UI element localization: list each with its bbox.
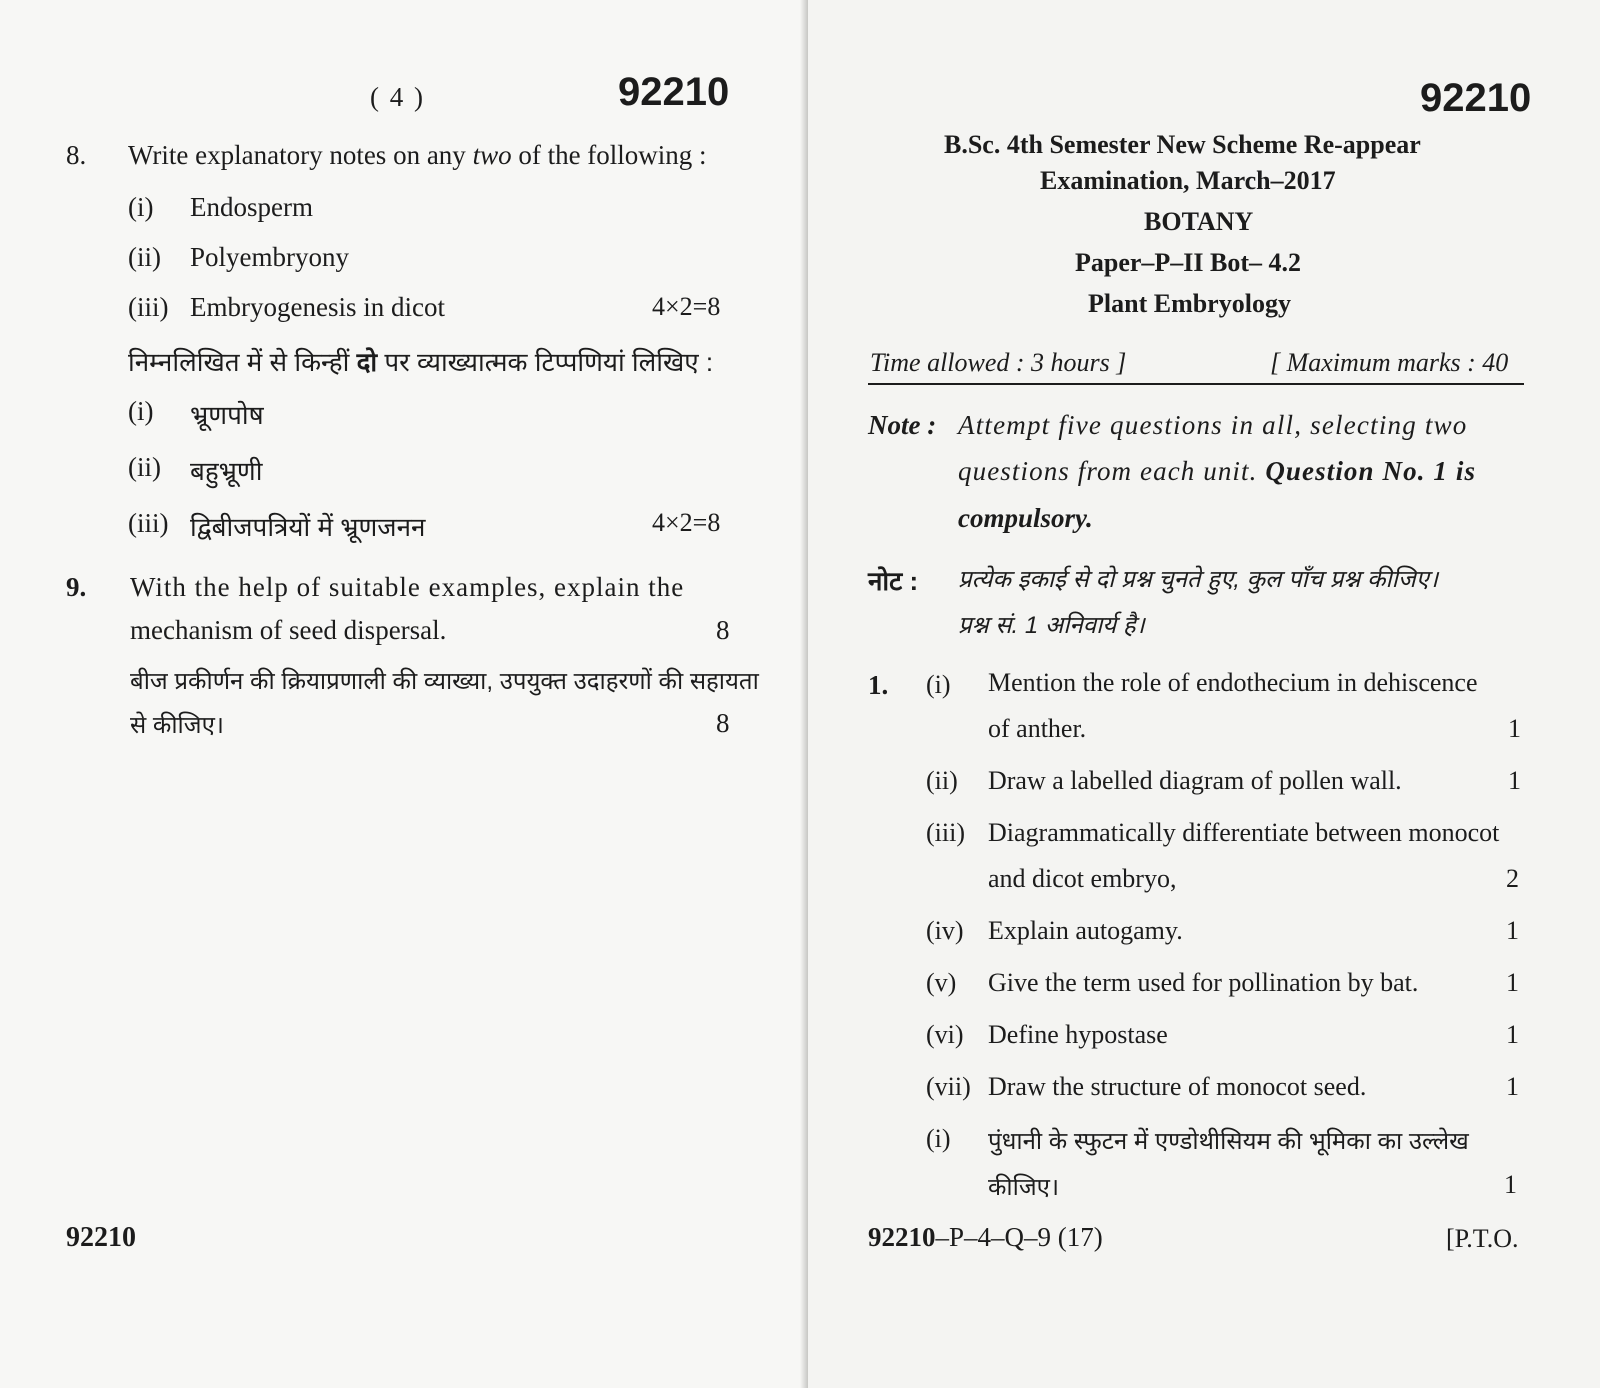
q8-number: 8. <box>66 140 87 170</box>
q1-iv-marks: 1 <box>1506 916 1519 945</box>
q8-item-i-text: Endosperm <box>190 192 313 222</box>
footer-code-left: 92210 <box>66 1222 136 1253</box>
q1-iv-roman: (iv) <box>926 916 964 945</box>
note-hi-label: नोट : <box>868 566 919 596</box>
q8-hi-ii-text: बहुभ्रूणी <box>190 456 263 486</box>
note-hi-line2: प्रश्न सं. 1 अनिवार्य है। <box>958 612 1145 639</box>
q1-i-line1: Mention the role of endothecium in dehiscence <box>988 668 1478 697</box>
q8-item-ii-text: Polyembryony <box>190 242 349 272</box>
q1-v-line1: Give the term used for pollination by bat. <box>988 968 1419 997</box>
header-subject: BOTANY <box>1144 207 1254 236</box>
q1-i-marks: 1 <box>1508 714 1521 743</box>
q8-item-iii-text: Embryogenesis in dicot <box>190 292 445 322</box>
q8-item-ii-roman: (ii) <box>128 242 161 272</box>
q8-marks-en: 4×2=8 <box>652 292 721 321</box>
note-line3: compulsory. <box>958 503 1093 533</box>
header-rule <box>868 383 1524 385</box>
header-title: Plant Embryology <box>1088 289 1291 318</box>
q1-vii-roman: (vii) <box>926 1072 971 1101</box>
q1-v-roman: (v) <box>926 968 957 997</box>
q8-hi-iii-roman: (iii) <box>128 508 169 538</box>
header-paper: Paper–P–II Bot– 4.2 <box>1075 248 1302 277</box>
page-marker: ( 4 ) <box>370 82 425 112</box>
q1-number: 1. <box>868 670 889 700</box>
q8-hi-i-roman: (i) <box>128 396 154 426</box>
q9-hi-line2: से कीजिए। <box>130 712 224 739</box>
note-hi-line1: प्रत्येक इकाई से दो प्रश्न चुनते हुए, कुल पाँच प्रश्न कीजिए। <box>958 566 1439 593</box>
q1-vi-roman: (vi) <box>926 1020 964 1049</box>
q1-i-roman: (i) <box>926 670 951 699</box>
q1-vi-line1: Define hypostase <box>988 1020 1168 1049</box>
q9-marks: 8 <box>716 615 730 645</box>
header-line1: B.Sc. 4th Semester New Scheme Re-appear <box>944 130 1421 159</box>
q1-v-marks: 1 <box>1506 968 1519 997</box>
q1-iii-roman: (iii) <box>926 818 965 847</box>
time-allowed: Time allowed : 3 hours ] <box>870 348 1127 377</box>
note-label: Note : <box>868 410 937 440</box>
footer-code-right: 92210–P–4–Q–9 (17) <box>868 1222 1103 1252</box>
q1-iv-line1: Explain autogamy. <box>988 916 1183 945</box>
q1-vii-line1: Draw the structure of monocot seed. <box>988 1072 1367 1101</box>
q9-line2: mechanism of seed dispersal. <box>130 615 447 645</box>
q8-item-i-roman: (i) <box>128 192 154 222</box>
paper-code-right: 92210 <box>1420 76 1532 120</box>
q8-hi-i-text: भ्रूणपोष <box>190 400 264 430</box>
q1-iii-marks: 2 <box>1506 864 1519 893</box>
q1-hi-i-roman: (i) <box>926 1124 951 1153</box>
q1-i-line2: of anther. <box>988 714 1087 743</box>
paper-code-left: 92210 <box>618 70 730 114</box>
q9-number: 9. <box>66 572 87 602</box>
q8-marks-hi: 4×2=8 <box>652 508 721 537</box>
q1-vii-marks: 1 <box>1506 1072 1519 1101</box>
q1-hi-i-line1: पुंधानी के स्फुटन में एण्डोथीसियम की भूमिका का उल्लेख <box>988 1128 1469 1155</box>
header-line2: Examination, March–2017 <box>1040 166 1336 195</box>
q9-line1: With the help of suitable examples, explain the <box>130 572 685 602</box>
q1-iii-line2: and dicot embryo, <box>988 864 1177 893</box>
q1-iii-line1: Diagrammatically differentiate between monocot <box>988 818 1500 847</box>
q1-hi-i-marks: 1 <box>1504 1170 1517 1199</box>
note-line1: Attempt five questions in all, selecting two <box>958 410 1468 440</box>
q9-hi-line1: बीज प्रकीर्णन की क्रियाप्रणाली की व्याख्या, उपयुक्त उदाहरणों की सहायता <box>130 668 759 695</box>
max-marks: [ Maximum marks : 40 <box>1270 348 1509 377</box>
q8-stem-hi: निम्नलिखित में से किन्हीं दो पर व्याख्यात्मक टिप्पणियां लिखिए : <box>128 347 714 377</box>
q1-ii-marks: 1 <box>1508 766 1521 795</box>
q1-ii-roman: (ii) <box>926 766 958 795</box>
q8-hi-ii-roman: (ii) <box>128 452 161 482</box>
q1-hi-i-line2: कीजिए। <box>988 1174 1060 1201</box>
q1-ii-line1: Draw a labelled diagram of pollen wall. <box>988 766 1402 795</box>
q8-hi-iii-text: द्विबीजपत्रियों में भ्रूणजनन <box>190 512 426 542</box>
note-line2: questions from each unit. Question No. 1 is <box>958 456 1477 486</box>
pto-label: [P.T.O. <box>1446 1224 1519 1253</box>
q9-marks-hi: 8 <box>716 708 730 738</box>
q1-vi-marks: 1 <box>1506 1020 1519 1049</box>
q8-stem-en: Write explanatory notes on any two of the following : <box>128 140 707 170</box>
q8-item-iii-roman: (iii) <box>128 292 169 322</box>
